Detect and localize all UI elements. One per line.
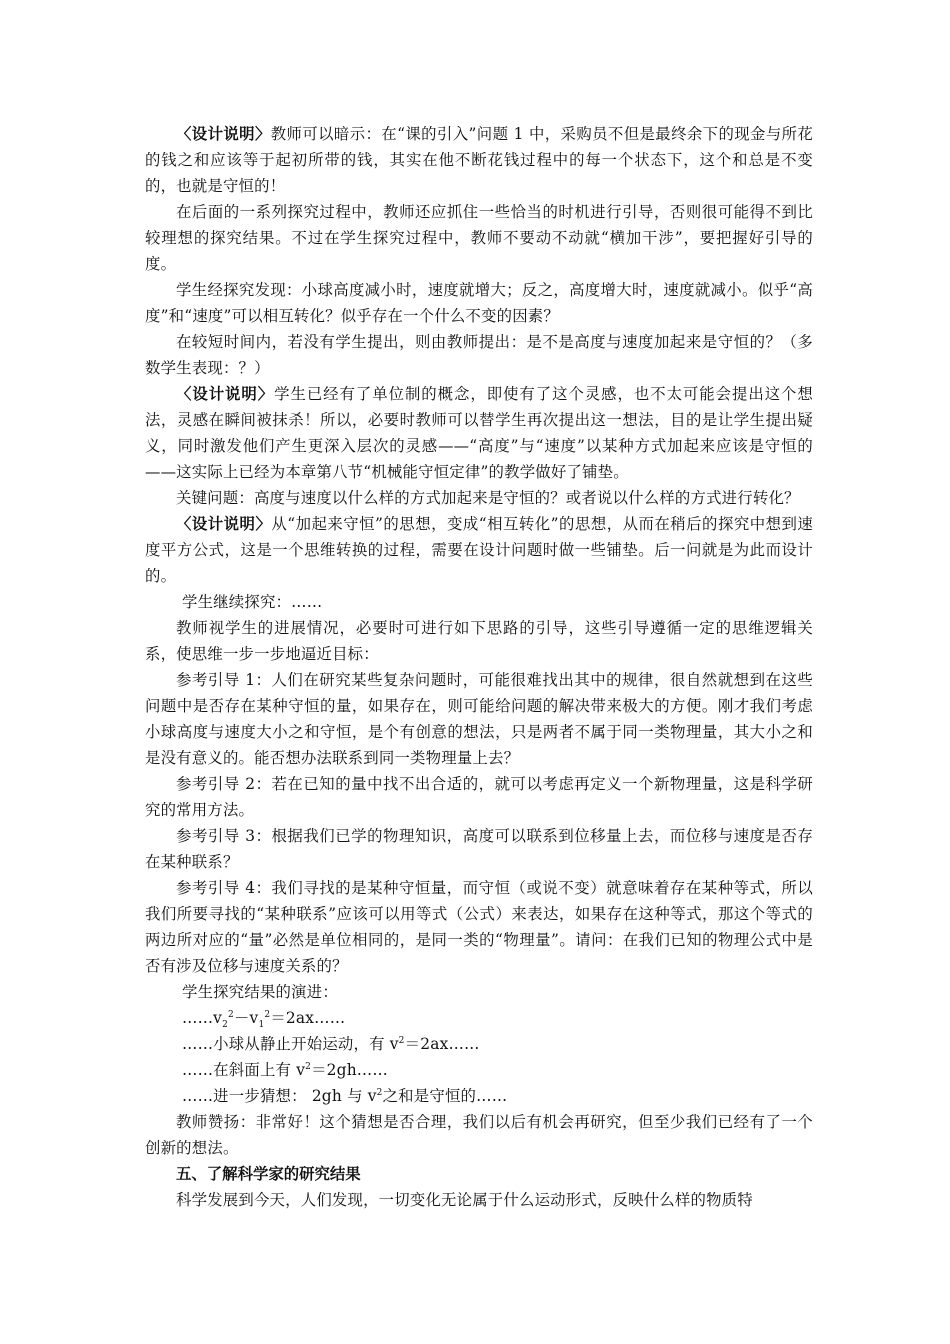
paragraph-reference-2: 参考引导 2：若在已知的量中找不出合适的，就可以考虑再定义一个新物理量，这是科学研究的常用方法。 [145, 775, 813, 819]
formula-line-4 [145, 1083, 813, 1109]
document-body [145, 121, 813, 1213]
formula-subscript: 2 [222, 1020, 229, 1031]
paragraph-science-intro: 科学发展到今天，人们发现，一切变化无论属于什么运动形式，反映什么样的物质特 [176, 1191, 753, 1209]
formula-text: －v [233, 1009, 259, 1027]
paragraph-teacher-praise: 教师赞扬：非常好！这个猜想是否合理，我们以后有机会再研究，但至少我们已经有了一个创新的想法。 [145, 1113, 813, 1157]
paragraph-design-note-1 [145, 121, 813, 199]
paragraph-design-note-3 [145, 511, 813, 589]
formula-text: ……进一步猜想： 2gh 与 v [182, 1087, 377, 1105]
formula-superscript: 2 [398, 1035, 405, 1046]
paragraph-reference-1: 参考引导 1：人们在研究某些复杂问题时，可能很难找出其中的规律，很自然就想到在这些问题中是否存在某种守恒的量，如果存在，则可能给问题的解决带来极大的方便。刚才我们考虑小球高度与速度大小之和守恒，是个有创意的想法，只是两者不属于同一类物理量，其大小之和是没有意义的。能否想办法联系到同一类物理量上去？ [145, 671, 813, 767]
paragraph-text: 学生已经有了单位制的概念，即使有了这个灵感，也不太可能会提出这个想法，灵感在瞬间被抹杀！所以，必要时教师可以替学生再次提出这一想法，目的是让学生提出疑义，同时激发他们产生更深入层次的灵感——“高度”与“速度”以某种方式加起来应该是守恒的——这实际上已经为本章第八节“机械能守恒定律”的教学做好了铺垫。 [145, 385, 813, 481]
paragraph-text: 从“加起来守恒”的思想，变成“相互转化”的思想，从而在稍后的探究中想到速度平方公式，这是一个思维转换的过程，需要在设计问题时做一些铺垫。后一问就是为此而设计的。 [145, 515, 813, 585]
paragraph-reference-3: 参考引导 3：根据我们已学的物理知识，高度可以联系到位移量上去，而位移与速度是否存在某种联系？ [145, 827, 813, 871]
design-note-label: 〈设计说明〉 [176, 515, 272, 533]
design-note-label: 〈设计说明〉 [176, 125, 271, 143]
paragraph-teacher-question: 在较短时间内，若没有学生提出，则由教师提出：是不是高度与速度加起来是守恒的？（多数学生表现：？） [145, 333, 813, 377]
formula-text: ……小球从静止开始运动，有 v [182, 1035, 399, 1053]
formula-text: ……v [182, 1009, 223, 1027]
formula-subscript: 1 [258, 1020, 265, 1031]
design-note-label: 〈设计说明〉 [176, 385, 275, 403]
paragraph-reference-4: 参考引导 4：我们寻找的是某种守恒量，而守恒（或说不变）就意味着存在某种等式，所以我们所要寻找的“某种联系”应该可以用等式（公式）来表达，如果存在这种等式，那这个等式的两边所对应的“量”必然是单位相同的，是同一类的“物理量”。请问：在我们已知的物理公式中是否有涉及位移与速度关系的？ [145, 879, 813, 975]
paragraph-design-note-2 [145, 381, 813, 485]
formula-line-1 [145, 1005, 813, 1031]
formula-text: ＝2ax…… [270, 1009, 346, 1027]
paragraph-student-continue: 学生继续探究：…… [182, 593, 323, 611]
paragraph-results-intro: 学生探究结果的演进： [182, 983, 338, 1001]
formula-text: 之和是守恒的…… [382, 1087, 508, 1105]
formula-line-3 [145, 1057, 813, 1083]
section-heading: 五、了解科学家的研究结果 [176, 1165, 361, 1183]
formula-superscript: 2 [228, 1009, 234, 1020]
paragraph-key-question: 关键问题：高度与速度以什么样的方式加起来是守恒的？或者说以什么样的方式进行转化？ [176, 489, 800, 507]
paragraph-text: 教师可以暗示：在“课的引入”问题 1 中，采购员不但是最终余下的现金与所花的钱之和应该等于起初所带的钱，其实在他不断花钱过程中的每一个状态下，这个和总是不变的，也就是守恒的！ [145, 125, 813, 195]
formula-line-2 [145, 1031, 813, 1057]
formula-text: ＝2ax…… [404, 1035, 480, 1053]
formula-superscript: 2 [305, 1061, 312, 1072]
formula-text: ……在斜面上有 v [182, 1061, 306, 1079]
formula-superscript: 2 [264, 1009, 271, 1020]
paragraph-guidance: 在后面的一系列探究过程中，教师还应抓住一些恰当的时机进行引导，否则很可能得不到比较理想的探究结果。不过在学生探究过程中，教师不要动不动就“横加干涉”，要把握好引导的度。 [145, 203, 813, 273]
paragraph-teacher-guidance: 教师视学生的进展情况，必要时可进行如下思路的引导，这些引导遵循一定的思维逻辑关系，使思维一步一步地逼近目标： [145, 619, 813, 663]
formula-superscript: 2 [376, 1087, 383, 1098]
paragraph-student-finding: 学生经探究发现：小球高度减小时，速度就增大；反之，高度增大时，速度就减小。似乎“高度”和“速度”可以相互转化？似乎存在一个什么不变的因素？ [145, 281, 813, 325]
formula-text: ＝2gh…… [311, 1061, 388, 1079]
